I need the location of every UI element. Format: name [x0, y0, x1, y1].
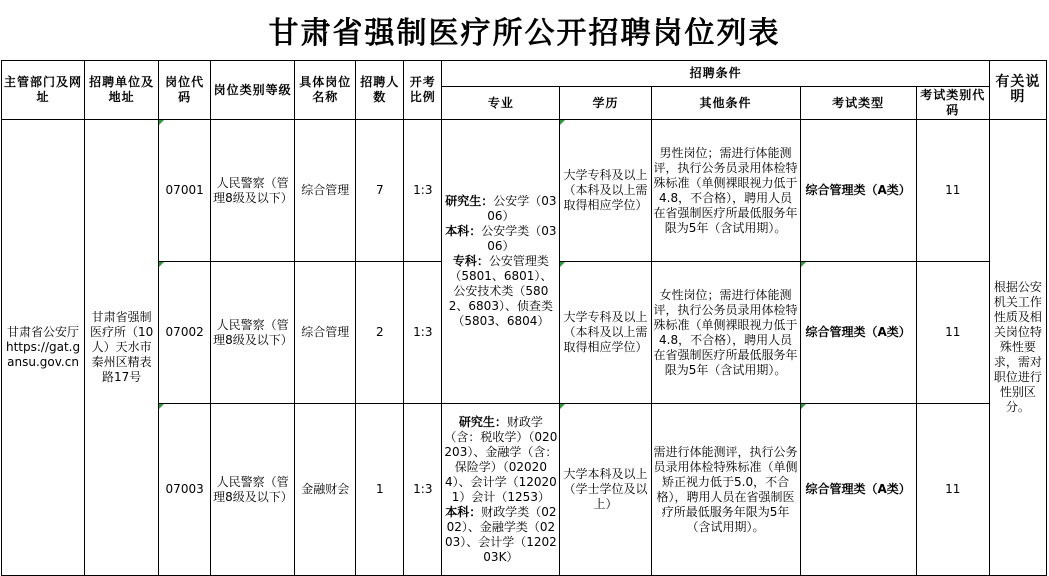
exam-type-cell: 综合管理类（A类） [800, 404, 916, 576]
recruitment-table [1, 60, 1047, 576]
header-post: 具体岗位名称 [295, 61, 356, 120]
header-code: 岗位代码 [159, 61, 211, 120]
notes-cell: 根据公安机关工作性质及相关岗位特殊性要求，需对职位进行性别区分。 [989, 120, 1046, 576]
exam-type-cell: 综合管理类（A类） [800, 120, 916, 262]
post-cell: 金融财会 [295, 404, 356, 576]
major-grad: 财政学（含：税收学）（020203）、金融学（含：保险学）（020204）、会计学（120201）会计（1253） [444, 414, 558, 504]
header-exam-code: 考试类别代码 [916, 87, 989, 120]
category-cell: 人民警察（管理8级及以下） [211, 120, 295, 262]
code-cell: 07003 [159, 404, 211, 576]
major-grad-label: 研究生： [445, 194, 494, 208]
major-ug: 公安学类（0306） [481, 224, 557, 253]
exam-code-cell: 11 [916, 404, 989, 576]
major-ug-label: 本科： [445, 224, 482, 238]
other-cell: 女性岗位；需进行体能测评，执行公务员录用体检特殊标准（单侧裸眼视力低于4.8，不合格），聘用人员在省强制医疗所最低服务年限为5年（含试用期）。 [651, 262, 800, 404]
exam-code-cell: 11 [916, 262, 989, 404]
table-row [2, 120, 1047, 262]
header-unit: 招聘单位及地址 [85, 61, 159, 120]
code-cell: 07001 [159, 120, 211, 262]
other-cell: 需进行体能测评，执行公务员录用体检特殊标准（单侧矫正视力低于5.0，不合格），聘用人员在省强制医疗所最低服务年限为5年（含试用期）。 [651, 404, 800, 576]
unit-cell: 甘肃省强制医疗所（10人）天水市秦州区精表路17号 [85, 120, 159, 576]
count-cell: 1 [356, 404, 404, 576]
code-cell: 07002 [159, 262, 211, 404]
header-other: 其他条件 [651, 87, 800, 120]
category-cell: 人民警察（管理8级及以下） [211, 262, 295, 404]
header-dept: 主管部门及网址 [2, 61, 85, 120]
post-cell: 综合管理 [295, 262, 356, 404]
ratio-cell: 1:3 [404, 120, 442, 262]
count-cell: 2 [356, 262, 404, 404]
other-cell: 男性岗位；需进行体能测评，执行公务员录用体检特殊标准（单侧裸眼视力低于4.8，不合格），聘用人员在省强制医疗所最低服务年限为5年（含试用期）。 [651, 120, 800, 262]
major-grad: 公安学（0306） [487, 194, 557, 223]
header-ratio: 开考比例 [404, 61, 442, 120]
header-conditions: 招聘条件 [442, 61, 990, 87]
header-exam-type: 考试类型 [800, 87, 916, 120]
major-ug-label: 本科： [445, 504, 482, 519]
education-cell: 大学本科及以上（学士学位及以上） [560, 404, 651, 576]
header-notes: 有关说明 [989, 61, 1046, 120]
major-grad-label: 研究生： [458, 414, 507, 429]
education-cell: 大学专科及以上（本科及以上需取得相应学位） [560, 120, 651, 262]
exam-code-cell: 11 [916, 120, 989, 262]
major-ug: 财政学类（0202）、金融学类（0203）、会计学（120203K） [444, 504, 557, 564]
category-cell: 人民警察（管理8级及以下） [211, 404, 295, 576]
education-cell: 大学专科及以上（本科及以上需取得相应学位） [560, 262, 651, 404]
table-row [2, 404, 1047, 576]
major-jc-label: 专科： [452, 254, 489, 268]
header-count: 招聘人数 [356, 61, 404, 120]
page-title: 甘肃省强制医疗所公开招聘岗位列表 [268, 16, 781, 51]
ratio-cell: 1:3 [404, 404, 442, 576]
header-category: 岗位类别等级 [211, 61, 295, 120]
post-cell: 综合管理 [295, 120, 356, 262]
major-cell [442, 120, 560, 404]
major-jc: 公安管理类（5801、6801）、公安技术类（5802、6803）、侦查类（5803、6804） [448, 254, 553, 328]
count-cell: 7 [356, 120, 404, 262]
ratio-cell: 1:3 [404, 262, 442, 404]
exam-type-cell: 综合管理类（A类） [800, 262, 916, 404]
header-education: 学历 [560, 87, 651, 120]
dept-cell: 甘肃省公安厅https://gat.gansu.gov.cn [2, 120, 85, 576]
major-cell [442, 404, 560, 576]
header-major: 专业 [442, 87, 560, 120]
